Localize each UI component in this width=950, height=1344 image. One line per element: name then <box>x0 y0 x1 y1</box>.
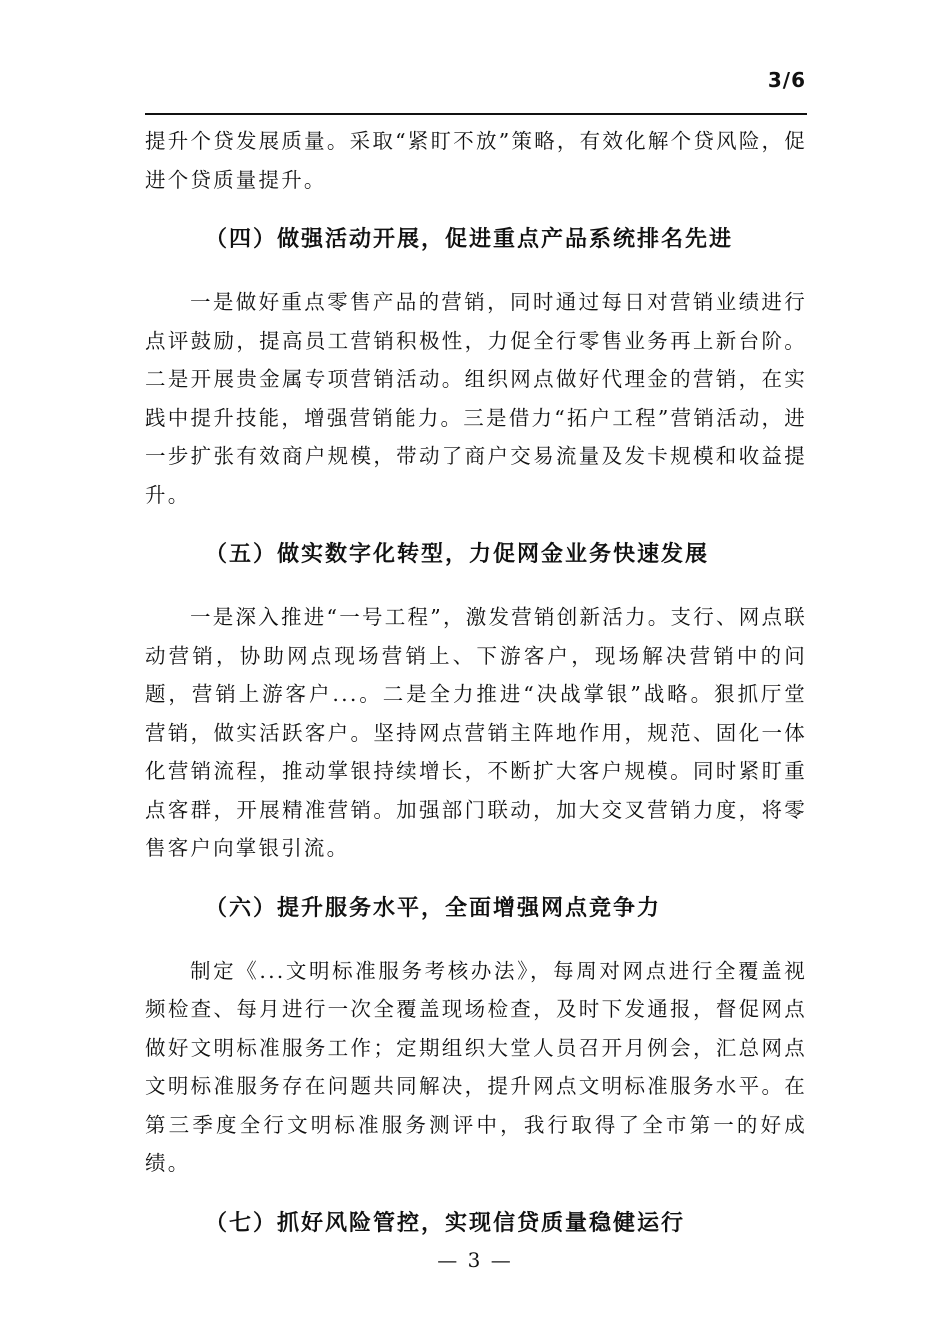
section-heading-7: （七）抓好风险管控，实现信贷质量稳健运行 <box>205 1210 686 1236</box>
section-heading-5: （五）做实数字化转型，力促网金业务快速发展 <box>205 542 710 567</box>
paragraph-continuation: 提升个贷发展质量。采取“紧盯不放”策略，有效化解个贷风险，促进个贷质量提升。 <box>145 129 807 192</box>
page-counter: 3/6 <box>767 68 806 92</box>
paragraph-section-6: 制定《...文明标准服务考核办法》，每周对网点进行全覆盖视频检查、每月进行一次全覆盖现场检查，及时下发通报，督促网点做好文明标准服务工作；定期组织大堂人员召开月例会，汇总网点文明标准服务存在问题共同解决，提升网点文明标准服务水平。在第三季度全行文明标准服务测评中，我行取得了全市第一的好成绩。 <box>145 958 807 1175</box>
document-body <box>145 122 807 1243</box>
section-heading-4: （四）做强活动开展，促进重点产品系统排名先进 <box>205 227 734 252</box>
section-heading-6: （六）提升服务水平，全面增强网点竞争力 <box>205 895 662 921</box>
footer-page-number: — 3 — <box>437 1248 513 1272</box>
paragraph-section-4: 一是做好重点零售产品的营销，同时通过每日对营销业绩进行点评鼓励，提高员工营销积极性，力促全行零售业务再上新台阶。二是开展贵金属专项营销活动。组织网点做好代理金的营销，在实践中提升技能，增强营销能力。三是借力“拓户工程”营销活动，进一步扩张有效商户规模，带动了商户交易流量及发卡规模和收益提升。 <box>145 290 807 507</box>
header-divider <box>145 113 807 115</box>
paragraph-section-5: 一是深入推进“一号工程”，激发营销创新活力。支行、网点联动营销，协助网点现场营销上、下游客户，现场解决营销中的问题，营销上游客户...。二是全力推进“决战掌银”战略。狠抓厅堂营销，做实活跃客户。坚持网点营销主阵地作用，规范、固化一体化营销流程，推动掌银持续增长，不断扩大客户规模。同时紧盯重点客群，开展精准营销。加强部门联动，加大交叉营销力度，将零售客户向掌银引流。 <box>145 605 807 860</box>
